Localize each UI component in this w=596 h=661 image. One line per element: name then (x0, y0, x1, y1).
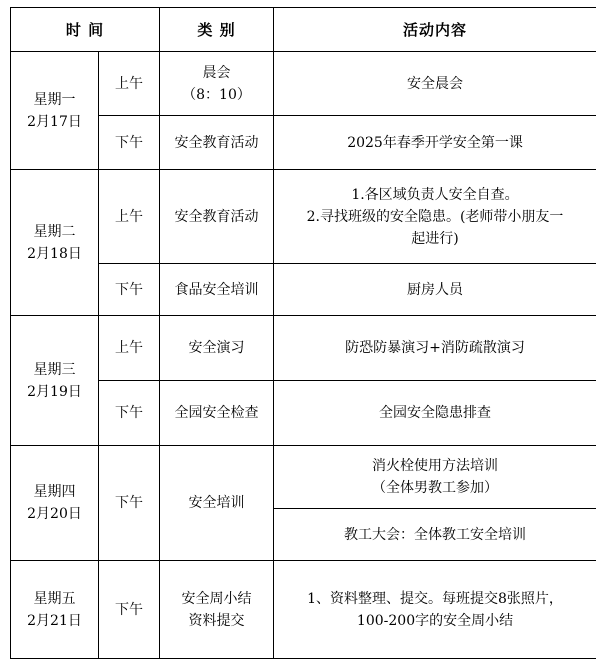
weekday-label: 星期一 (33, 91, 76, 108)
period-cell: 下午 (99, 446, 160, 561)
category-line: （8：10） (182, 86, 251, 103)
period-cell: 下午 (99, 264, 160, 316)
category-cell: 安全教育活动 (160, 170, 274, 264)
content-line: 1.各区域负责人安全自查。 (351, 186, 519, 203)
date-label: 2月20日 (27, 506, 82, 522)
header-content: 活动内容 (274, 8, 596, 52)
category-cell: 安全培训 (160, 446, 274, 561)
table-row (11, 170, 596, 264)
header-time: 时 间 (11, 8, 160, 52)
weekday-label: 星期二 (33, 223, 76, 240)
content-cell: 安全晨会 (274, 52, 596, 116)
day-cell-wednesday (11, 316, 99, 446)
content-cell: 厨房人员 (274, 264, 596, 316)
content-cell (274, 446, 596, 509)
category-line: 资料提交 (188, 612, 245, 629)
table-row (11, 116, 596, 170)
content-line: 起进行) (411, 230, 459, 247)
table-row (11, 316, 596, 381)
period-cell: 下午 (99, 561, 160, 659)
period-cell: 上午 (99, 52, 160, 116)
content-line: 100-200字的安全周小结 (356, 612, 514, 629)
table-row (11, 52, 596, 116)
category-line: 晨会 (202, 64, 231, 81)
table-row (11, 446, 596, 509)
period-cell: 上午 (99, 170, 160, 264)
safety-week-schedule-table (10, 7, 596, 659)
content-line: 消火栓使用方法培训 (372, 458, 499, 474)
day-cell-thursday (11, 446, 99, 561)
date-label: 2月17日 (27, 113, 82, 130)
content-line: 1、资料整理、提交。每班提交8张照片， (307, 590, 563, 607)
day-cell-friday (11, 561, 99, 659)
content-cell: 全园安全隐患排查 (274, 381, 596, 446)
category-cell: 全园安全检查 (160, 381, 274, 446)
table-row (11, 264, 596, 316)
content-line: 2.寻找班级的安全隐患。(老师带小朋友一 (306, 208, 564, 225)
period-cell: 上午 (99, 316, 160, 381)
category-cell: 安全教育活动 (160, 116, 274, 170)
weekday-label: 星期五 (33, 590, 76, 607)
date-label: 2月19日 (27, 383, 82, 400)
header-category: 类 别 (160, 8, 274, 52)
date-label: 2月18日 (27, 245, 82, 262)
content-line: （全体男教工参加） (372, 480, 499, 496)
content-cell: 2025年春季开学安全第一课 (274, 116, 596, 170)
category-cell: 安全演习 (160, 316, 274, 381)
content-cell: 教工大会：全体教工安全培训 (274, 509, 596, 561)
date-label: 2月21日 (27, 612, 82, 629)
category-line: 安全周小结 (181, 590, 252, 607)
content-cell: 防恐防暴演习+消防疏散演习 (274, 316, 596, 381)
table-row (11, 561, 596, 659)
period-cell: 下午 (99, 381, 160, 446)
category-cell (160, 561, 274, 659)
header-row (11, 8, 596, 52)
day-cell-monday (11, 52, 99, 170)
content-cell (274, 170, 596, 264)
weekday-label: 星期四 (33, 484, 76, 500)
table-row (11, 381, 596, 446)
category-cell (160, 52, 274, 116)
weekday-label: 星期三 (33, 361, 76, 378)
content-cell (274, 561, 596, 659)
category-cell: 食品安全培训 (160, 264, 274, 316)
day-cell-tuesday (11, 170, 99, 316)
period-cell: 下午 (99, 116, 160, 170)
